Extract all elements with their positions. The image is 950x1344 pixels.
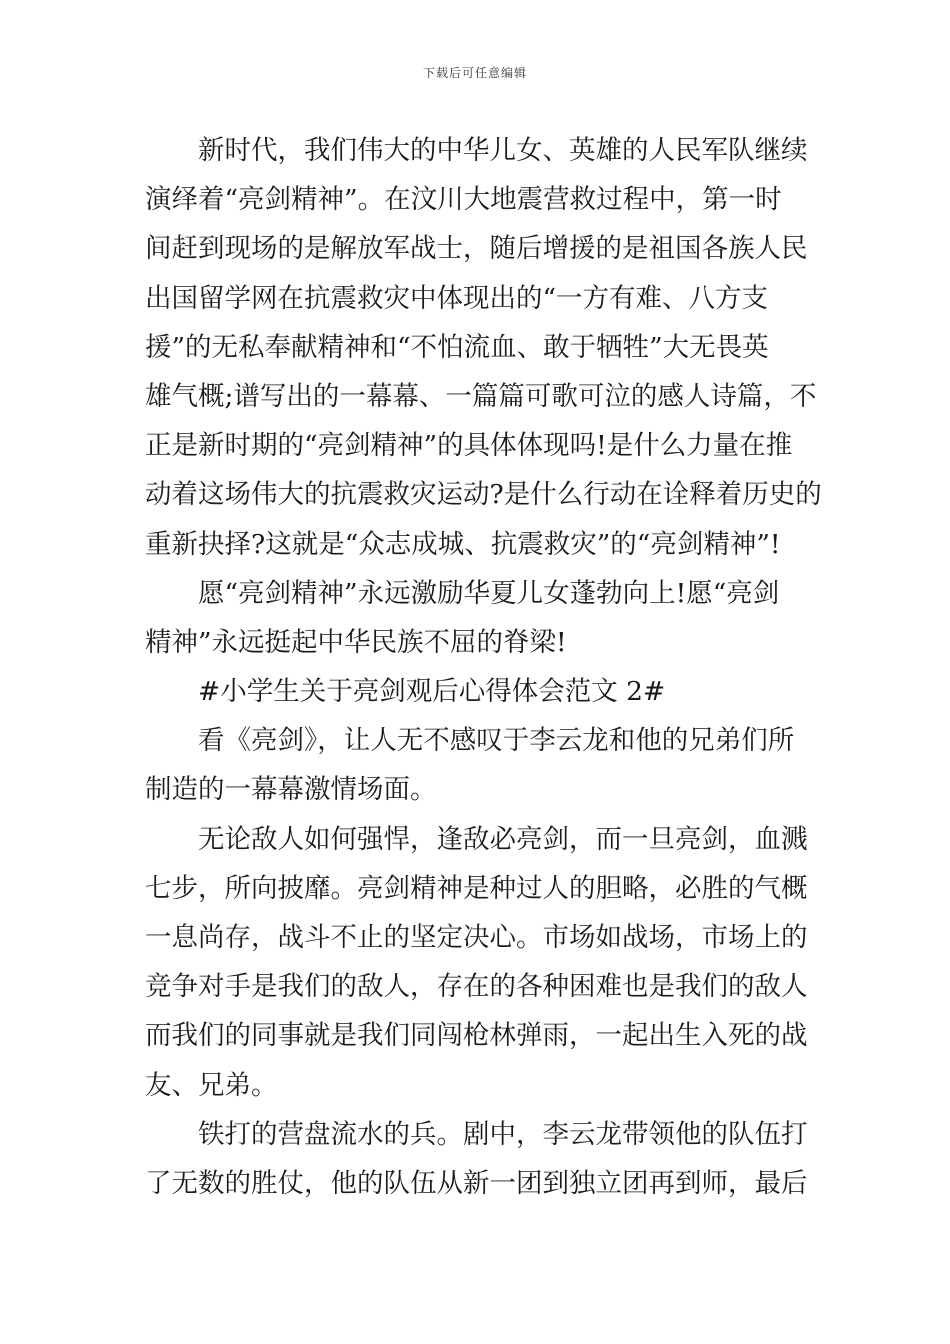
- paragraph-line: 一息尚存，战斗不止的坚定决心。市场如战场，市场上的: [145, 922, 808, 953]
- paragraph-line: 演绎着“亮剑精神”。在汶川大地震营救过程中，第一时: [145, 184, 782, 216]
- paragraph-line: 看《亮剑》，让人无不感叹于李云龙和他的兄弟们所: [198, 725, 795, 757]
- paragraph-line: 铁打的营盘流水的兵。剧中，李云龙带领他的队伍打: [198, 1118, 808, 1150]
- paragraph-line: 援”的无私奉献精神和“不怕流血、敢于牺牲”大无畏英: [145, 331, 769, 363]
- paragraph-line: 间赶到现场的是解放军战士，随后增援的是祖国各族人民: [145, 233, 808, 265]
- section-heading: #小学生关于亮剑观后心得体会范文 2#: [198, 676, 666, 708]
- paragraph-line: 而我们的同事就是我们同闯枪林弹雨，一起出生入死的战: [145, 1020, 808, 1052]
- paragraph-line: 重新抉择?这就是“众志成城、抗震救灾”的“亮剑精神”!: [145, 528, 781, 560]
- paragraph-line: 出国留学网在抗震救灾中体现出的“一方有难、八方支: [145, 282, 769, 314]
- paragraph-line: 了无数的胜仗，他的队伍从新一团到独立团再到师，最后: [145, 1167, 808, 1199]
- page-header: 下载后可任意编辑: [422, 66, 527, 80]
- paragraph-line: 愿“亮剑精神”永远激励华夏儿女蓬勃向上!愿“亮剑: [198, 577, 780, 609]
- paragraph-line: 七步，所向披靡。亮剑精神是种过人的胆略，必胜的气概: [145, 872, 808, 904]
- paragraph-line: 精神”永远挺起中华民族不屈的脊梁!: [145, 626, 567, 658]
- paragraph-line: 动着这场伟大的抗震救灾运动?是什么行动在诠释着历史的: [145, 479, 822, 511]
- paragraph-line: 竞争对手是我们的敌人，存在的各种困难也是我们的敌人: [145, 971, 808, 1003]
- paragraph-line: 正是新时期的“亮剑精神”的具体体现吗!是什么力量在推: [145, 430, 793, 462]
- paragraph-line: 无论敌人如何强悍，逢敌必亮剑，而一旦亮剑，血溅: [198, 823, 808, 855]
- paragraph-line: 雄气概;谱写出的一幕幕、一篇篇可歌可泣的感人诗篇，不: [145, 380, 817, 412]
- paragraph-line: 友、兄弟。: [145, 1069, 278, 1101]
- paragraph-line: 新时代，我们伟大的中华儿女、英雄的人民军队继续: [198, 135, 808, 166]
- paragraph-line: 制造的一幕幕激情场面。: [145, 774, 437, 806]
- document-body: [145, 126, 822, 1208]
